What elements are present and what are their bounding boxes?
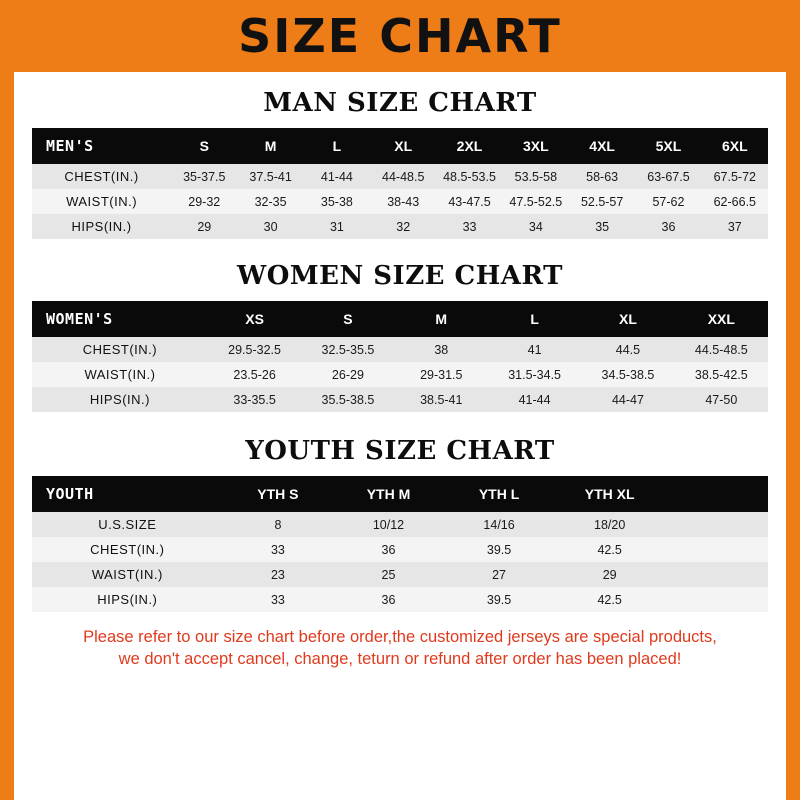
table-cell: 29.5-32.5 <box>228 342 281 357</box>
table-cell: 35-37.5 <box>183 169 226 184</box>
table-header-row <box>32 301 768 337</box>
youth-header-label: YOUTH <box>32 476 223 512</box>
table-cell: 36 <box>661 219 676 234</box>
table-cell: 23.5-26 <box>233 367 276 382</box>
table-cell: 41 <box>527 342 542 357</box>
table-cell: 44.5-48.5 <box>694 342 748 357</box>
table-cell: 35 <box>595 219 610 234</box>
youth-size-table <box>32 476 768 612</box>
table-cell: 33 <box>270 542 285 557</box>
table-cell: 29 <box>197 219 212 234</box>
youth-table-body <box>32 512 768 612</box>
table-cell: 42.5 <box>597 542 622 557</box>
table-cell: 42.5 <box>597 592 622 607</box>
table-cell: 57-62 <box>652 194 685 209</box>
table-cell: 58-63 <box>586 169 619 184</box>
table-row <box>32 587 768 612</box>
man-size-table <box>32 128 768 239</box>
women-header-m: M <box>395 301 488 337</box>
man-table-body <box>32 164 768 239</box>
man-row-hips-label: HIPS(IN.) <box>71 219 132 234</box>
youth-row-waist-label: WAIST(IN.) <box>91 567 163 582</box>
youth-row-ussize-label: U.S.SIZE <box>98 517 157 532</box>
table-cell: 35-38 <box>320 194 353 209</box>
table-cell: 33 <box>462 219 477 234</box>
women-header-xl: XL <box>581 301 674 337</box>
youth-header-spacer <box>665 476 768 512</box>
table-cell: 26-29 <box>331 367 364 382</box>
table-row <box>32 337 768 362</box>
table-cell: 47-50 <box>705 392 738 407</box>
table-cell: 33 <box>270 592 285 607</box>
table-cell: 35.5-38.5 <box>321 392 375 407</box>
table-cell: 32-35 <box>254 194 287 209</box>
table-header-row <box>32 128 768 164</box>
women-row-waist-label: WAIST(IN.) <box>84 367 156 382</box>
table-cell: 29-32 <box>188 194 221 209</box>
man-header-label: MEN'S <box>32 128 171 164</box>
women-table-body <box>32 337 768 412</box>
man-header-3xl: 3XL <box>503 128 569 164</box>
table-cell: 36 <box>381 592 396 607</box>
table-cell: 37.5-41 <box>249 169 292 184</box>
table-row <box>32 189 768 214</box>
table-cell: 38.5-41 <box>420 392 463 407</box>
women-header-l: L <box>488 301 581 337</box>
women-row-hips-label: HIPS(IN.) <box>89 392 151 407</box>
man-header-m: M <box>237 128 303 164</box>
table-cell: 67.5-72 <box>713 169 756 184</box>
table-cell: 31 <box>329 219 344 234</box>
footer-note <box>32 626 768 671</box>
table-cell: 10/12 <box>372 517 405 532</box>
table-cell-spacer <box>665 587 768 612</box>
youth-row-hips-label: HIPS(IN.) <box>97 592 158 607</box>
man-header-4xl: 4XL <box>569 128 635 164</box>
youth-table-head <box>32 476 768 512</box>
man-header-2xl: 2XL <box>436 128 502 164</box>
table-row <box>32 164 768 189</box>
women-header-label: WOMEN'S <box>32 301 208 337</box>
women-table-head <box>32 301 768 337</box>
table-cell: 39.5 <box>486 542 512 557</box>
table-row <box>32 512 768 537</box>
youth-header-m: YTH M <box>333 476 444 512</box>
table-cell: 41-44 <box>320 169 353 184</box>
man-header-s: S <box>171 128 237 164</box>
table-cell: 29 <box>602 567 617 582</box>
man-header-xl: XL <box>370 128 436 164</box>
table-cell-spacer <box>665 562 768 587</box>
man-header-6xl: 6XL <box>702 128 768 164</box>
man-row-waist-label: WAIST(IN.) <box>66 194 138 209</box>
table-cell: 38.5-42.5 <box>694 367 748 382</box>
table-cell: 29-31.5 <box>420 367 463 382</box>
table-cell: 34 <box>528 219 543 234</box>
man-table-head <box>32 128 768 164</box>
table-cell: 44-48.5 <box>382 169 425 184</box>
table-cell: 31.5-34.5 <box>508 367 562 382</box>
footer-note-line-1: Please refer to our size chart before order,the customized jerseys are special products, <box>83 628 717 646</box>
table-cell: 53.5-58 <box>514 169 558 184</box>
table-cell-spacer <box>665 512 768 537</box>
page-banner <box>0 0 800 72</box>
table-cell: 36 <box>381 542 396 557</box>
footer-note-line-2: we don't accept cancel, change, teturn or refund after order has been placed! <box>118 650 682 669</box>
table-cell: 39.5 <box>486 592 512 607</box>
youth-row-chest-label: CHEST(IN.) <box>90 542 165 557</box>
table-row <box>32 214 768 239</box>
table-cell: 27 <box>492 567 507 582</box>
women-row-chest-label: CHEST(IN.) <box>82 342 158 357</box>
chart-content <box>14 88 786 671</box>
page-title: SIZE CHART <box>238 9 562 63</box>
table-cell: 33-35.5 <box>233 392 276 407</box>
women-header-xxl: XXL <box>675 301 768 337</box>
women-size-table <box>32 301 768 412</box>
table-row <box>32 387 768 412</box>
section-title-man: MAN SIZE CHART <box>263 88 537 118</box>
women-header-s: S <box>301 301 394 337</box>
table-cell-spacer <box>665 537 768 562</box>
table-cell: 37 <box>727 219 742 234</box>
table-cell: 34.5-38.5 <box>601 367 655 382</box>
youth-header-l: YTH L <box>444 476 555 512</box>
table-cell: 44.5 <box>615 342 641 357</box>
table-cell: 63-67.5 <box>647 169 690 184</box>
table-cell: 14/16 <box>483 517 515 532</box>
table-cell: 43-47.5 <box>448 194 491 209</box>
man-header-l: L <box>304 128 370 164</box>
table-cell: 52.5-57 <box>580 194 624 209</box>
section-title-women: WOMEN SIZE CHART <box>237 261 563 291</box>
table-cell: 62-66.5 <box>713 194 756 209</box>
table-cell: 18/20 <box>594 517 626 532</box>
table-cell: 41-44 <box>518 392 551 407</box>
table-header-row <box>32 476 768 512</box>
women-header-xs: XS <box>208 301 301 337</box>
table-row <box>32 362 768 387</box>
table-cell: 48.5-53.5 <box>443 169 496 184</box>
table-cell: 38-43 <box>387 194 420 209</box>
table-cell: 25 <box>381 567 396 582</box>
table-cell: 32.5-35.5 <box>321 342 375 357</box>
table-cell: 8 <box>274 517 282 532</box>
section-title-youth: YOUTH SIZE CHART <box>245 436 555 466</box>
table-cell: 38 <box>434 342 449 357</box>
youth-header-s: YTH S <box>223 476 334 512</box>
man-row-chest-label: CHEST(IN.) <box>64 169 139 184</box>
table-row <box>32 537 768 562</box>
table-cell: 44-47 <box>611 392 644 407</box>
table-cell: 30 <box>263 219 278 234</box>
table-cell: 47.5-52.5 <box>509 194 563 209</box>
table-cell: 32 <box>396 219 411 234</box>
man-header-5xl: 5XL <box>635 128 701 164</box>
youth-header-xl: YTH XL <box>554 476 665 512</box>
table-row <box>32 562 768 587</box>
table-cell: 23 <box>270 567 285 582</box>
